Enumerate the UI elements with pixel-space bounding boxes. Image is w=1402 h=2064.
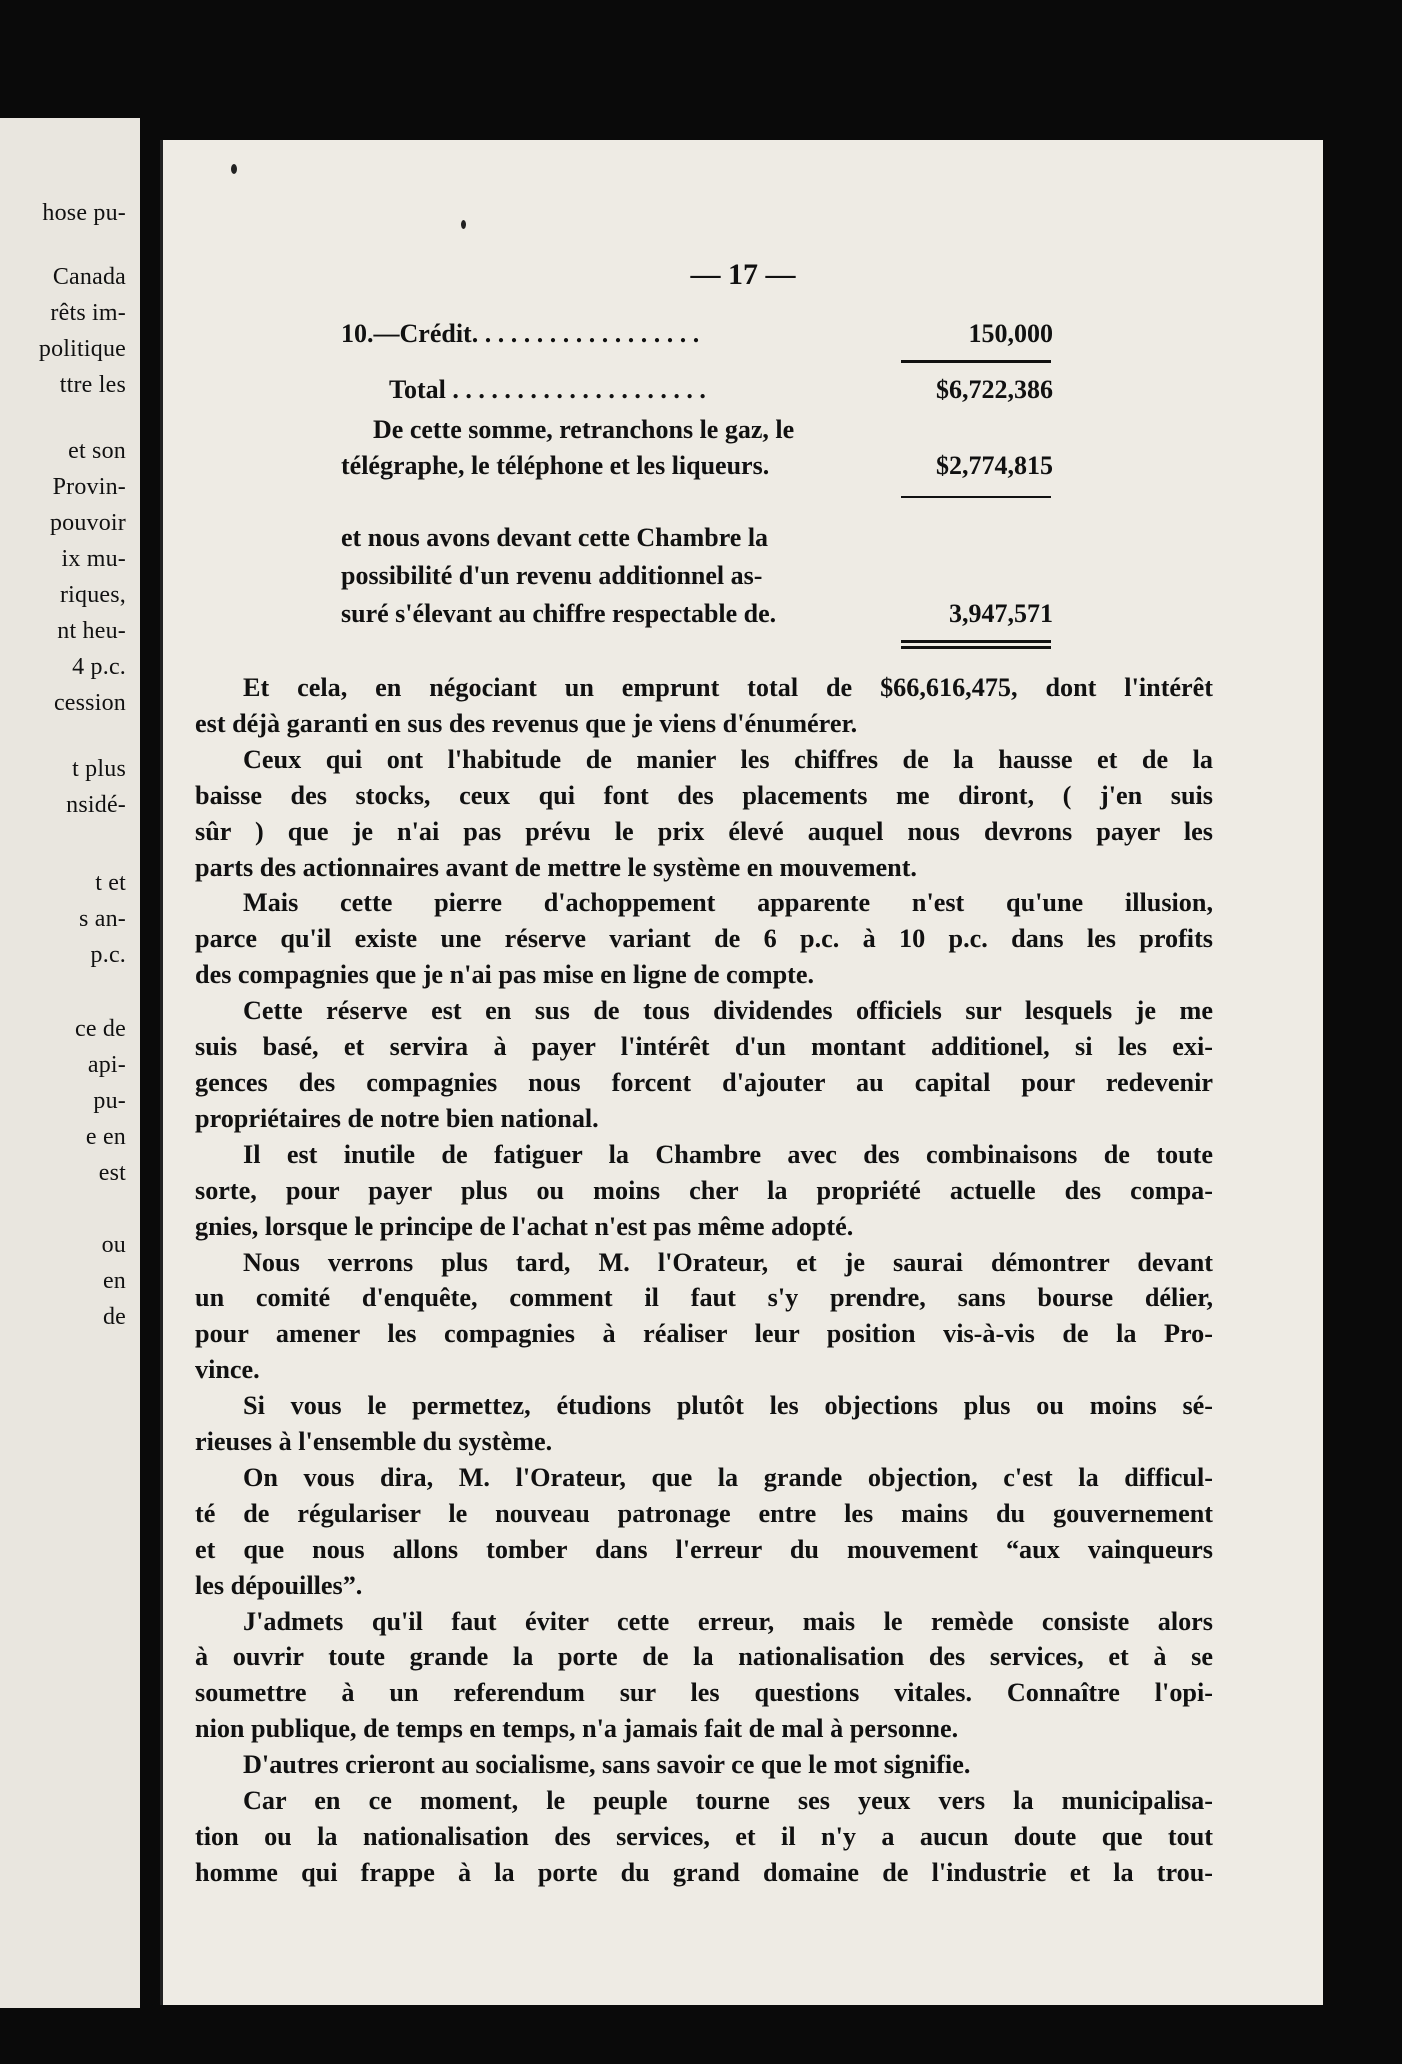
sum-rule <box>901 496 1051 498</box>
text-line: les dépouilles”. <box>195 1570 363 1600</box>
page-number: — 17 — <box>690 258 796 291</box>
row-amount: 3,947,571 <box>949 599 1053 628</box>
text-line: Car en ce moment, le peuple tourne ses yeux vers la municipalisa- <box>243 1786 1213 1816</box>
left-page-fragment <box>0 118 140 2008</box>
text-line: rieuses à l'ensemble du système. <box>195 1427 553 1457</box>
paragraph <box>195 1460 1213 1604</box>
text-line: J'admets qu'il faut éviter cette erreur, mais le remède consiste alors <box>243 1606 1213 1636</box>
text-line: Cette réserve est en sus de tous dividendes officiels sur lesquels je me <box>243 996 1213 1026</box>
left-page-text: p.c. <box>90 942 126 968</box>
ink-dot <box>461 220 466 229</box>
table-row-deduction <box>341 412 1053 492</box>
left-page-text: 4 p.c. <box>72 654 126 680</box>
text-line: baisse des stocks, ceux qui font des placements me diront, ( j'en suis <box>195 780 1213 810</box>
text-line: soumettre à un referendum sur les questions vitales. Connaître l'opi- <box>195 1678 1213 1708</box>
row-label: 10.—Crédit. . . . . . . . . . . . . . . . . . <box>341 319 700 348</box>
left-page-text: de <box>102 1304 126 1330</box>
text-line: Et cela, en négociant un emprunt total de $66,616,475, dont l'intérêt <box>243 673 1213 702</box>
left-page-text: ou <box>101 1232 126 1258</box>
paragraph <box>195 1388 1213 1460</box>
left-page-text: hose pu- <box>42 200 126 226</box>
table-row-revenue <box>341 520 1053 636</box>
row-label-line: et nous avons devant cette Chambre la <box>341 523 769 552</box>
left-page-text: pu- <box>93 1088 126 1114</box>
double-rule <box>901 646 1051 649</box>
text-line: homme qui frappe à la porte du grand domaine de l'industrie et la trou- <box>195 1857 1213 1887</box>
text-line: Nous verrons plus tard, M. l'Orateur, et je saurai démontrer devant <box>243 1247 1213 1277</box>
left-page-text: est <box>98 1160 126 1186</box>
row-label-line: possibilité d'un revenu additionnel as- <box>341 561 763 590</box>
row-amount: $2,774,815 <box>936 451 1053 480</box>
text-line: sorte, pour payer plus ou moins cher la propriété actuelle des compa- <box>195 1175 1213 1205</box>
text-line: suis basé, et servira à payer l'intérêt d'un montant additionel, si les exi- <box>195 1032 1213 1062</box>
left-page-text: et son <box>68 438 126 464</box>
text-line: vince. <box>195 1355 260 1385</box>
text-line: à ouvrir toute grande la porte de la nationalisation des services, et à se <box>195 1642 1213 1672</box>
left-page-text: rêts im- <box>50 300 126 326</box>
left-page-text: s an- <box>79 906 126 932</box>
left-page-text: en <box>102 1268 126 1294</box>
text-line: tion ou la nationalisation des services, et il n'y a aucun doute que tout <box>195 1822 1213 1851</box>
left-page-text: Provin- <box>52 474 126 500</box>
left-page-text: e en <box>85 1124 126 1150</box>
text-line: sûr ) que je n'ai pas prévu le prix élevé auquel nous devrons payer les <box>195 816 1213 846</box>
paragraph <box>195 1245 1213 1389</box>
paragraph <box>195 1747 1213 1783</box>
left-page-text: Canada <box>52 264 126 290</box>
left-page-text: t plus <box>72 756 126 782</box>
text-line: propriétaires de notre bien national. <box>195 1103 599 1133</box>
sum-rule <box>901 360 1051 363</box>
row-label-line: De cette somme, retranchons le gaz, le <box>373 415 795 444</box>
left-page-text: ttre les <box>59 372 126 398</box>
left-page-text: cession <box>53 690 126 716</box>
paragraph <box>195 670 1213 742</box>
left-page-text: politique <box>38 336 126 362</box>
paragraph <box>195 993 1213 1137</box>
paragraph <box>195 1604 1213 1748</box>
text-line: un comité d'enquête, comment il faut s'y prendre, sans bourse délier, <box>195 1283 1213 1313</box>
left-page-text: api- <box>87 1052 126 1078</box>
text-line: est déjà garanti en sus des revenus que je viens d'énumérer. <box>195 708 858 738</box>
text-line: Mais cette pierre d'achoppement apparente n'est qu'une illusion, <box>243 888 1213 918</box>
paragraph <box>195 1783 1213 1891</box>
left-page-text: nsidé- <box>66 792 126 818</box>
document-page <box>160 140 1323 2005</box>
row-amount: 150,000 <box>968 319 1053 348</box>
text-line: et que nous allons tomber dans l'erreur du mouvement “aux vainqueurs <box>195 1534 1213 1564</box>
left-page-text: ix mu- <box>61 546 126 572</box>
text-line: parce qu'il existe une réserve variant de 6 p.c. à 10 p.c. dans les profits <box>195 924 1213 954</box>
text-line: gnies, lorsque le principe de l'achat n'est pas même adopté. <box>195 1211 854 1241</box>
paragraph <box>195 885 1213 993</box>
text-line: té de régulariser le nouveau patronage entre les mains du gouvernement <box>195 1498 1213 1528</box>
text-line: Il est inutile de fatiguer la Chambre avec des combinaisons de toute <box>243 1139 1213 1169</box>
double-rule <box>901 640 1051 643</box>
left-page-text: ce de <box>75 1016 126 1042</box>
paragraph <box>195 1137 1213 1245</box>
left-page-text: pouvoir <box>49 510 126 536</box>
text-line: parts des actionnaires avant de mettre le système en mouvement. <box>195 852 917 882</box>
text-line: On vous dira, M. l'Orateur, que la grande objection, c'est la difficul- <box>243 1462 1213 1492</box>
left-page-text: t et <box>95 870 126 896</box>
text-line: des compagnies que je n'ai pas mise en ligne de compte. <box>195 960 815 990</box>
text-line: D'autres crieront au socialisme, sans savoir ce que le mot signifie. <box>243 1750 971 1780</box>
body-text <box>195 670 1213 1891</box>
paragraph <box>195 742 1213 886</box>
row-label: Total . . . . . . . . . . . . . . . . . . . . <box>389 375 706 404</box>
left-page-text: nt heu- <box>57 618 126 644</box>
text-line: pour amener les compagnies à réaliser leur position vis-à-vis de la Pro- <box>195 1319 1213 1349</box>
ink-dot <box>231 164 237 174</box>
text-line: gences des compagnies nous forcent d'ajouter au capital pour redevenir <box>195 1067 1213 1097</box>
row-label-line: télégraphe, le téléphone et les liqueurs. <box>341 451 770 480</box>
left-page-text: riques, <box>59 582 126 608</box>
text-line: Si vous le permettez, étudions plutôt les objections plus ou moins sé- <box>243 1391 1213 1421</box>
text-line: nion publique, de temps en temps, n'a jamais fait de mal à personne. <box>195 1714 959 1744</box>
row-label-line: suré s'élevant au chiffre respectable de. <box>341 599 777 628</box>
text-line: Ceux qui ont l'habitude de manier les chiffres de la hausse et de la <box>243 744 1213 774</box>
row-amount: $6,722,386 <box>936 375 1053 404</box>
